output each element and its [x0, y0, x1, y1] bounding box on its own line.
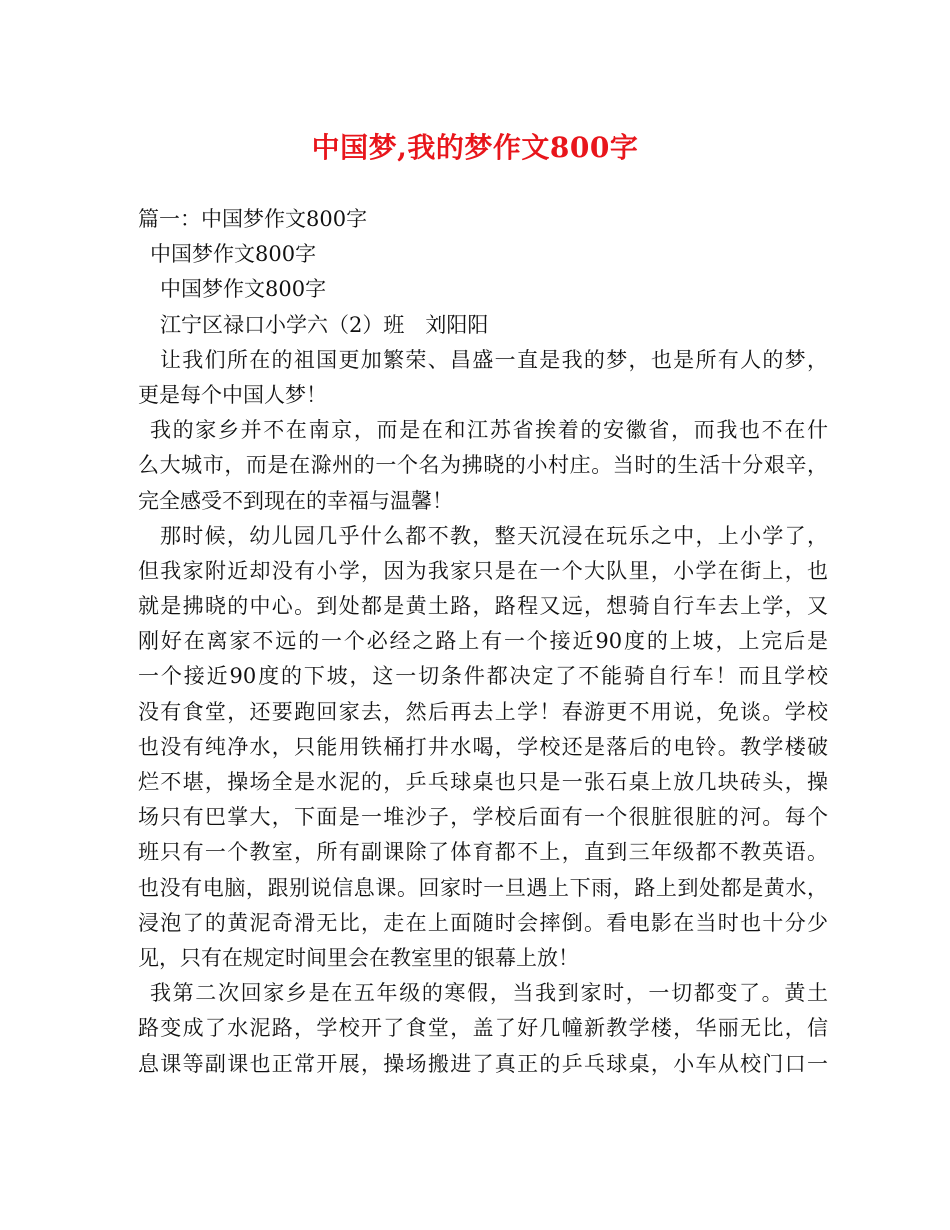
text-line: 江宁区禄口小学六（2）班 刘阳阳 [160, 312, 489, 337]
text-line: 篇一：中国梦作文800字 [138, 207, 368, 231]
text-line: 让我们所在的祖国更加繁荣、昌盛一直是我的梦，也是所有人的梦， [160, 347, 828, 372]
document-title: 中国梦,我的梦作文800字 [311, 131, 639, 164]
text-line: 烂不堪，操场全是水泥的，乒乓球桌也只是一张石桌上放几块砖头，操 [138, 770, 828, 794]
text-line: 路变成了水泥路，学校开了食堂，盖了好几幢新教学楼，华丽无比，信 [138, 1016, 828, 1041]
text-line: 我的家乡并不在南京，而是在和江苏省挨着的安徽省，而我也不在什 [150, 418, 828, 443]
text-line: 一个接近90度的下坡，这一切条件都决定了不能骑自行车！而且学校 [138, 664, 828, 689]
text-line: 没有食堂，还要跑回家去，然后再去上学！春游更不用说，免谈。学校 [138, 699, 828, 724]
text-line: 完全感受不到现在的幸福与温馨！ [138, 488, 453, 513]
text-line: 也没有电脑，跟别说信息课。回家时一旦遇上下雨，路上到处都是黄水， [138, 875, 828, 900]
text-line: 但我家附近却没有小学，因为我家只是在一个大队里，小学在街上，也 [138, 558, 828, 583]
text-line: 中国梦作文800字 [160, 277, 327, 302]
text-line: 刚好在离家不远的一个必经之路上有一个接近90度的上坡，上完后是 [138, 629, 828, 654]
document-body [138, 202, 828, 1082]
text-line: 息课等副课也正常开展，操场搬进了真正的乒乓球桌，小车从校门口一 [138, 1051, 828, 1076]
text-line: 我第二次回家乡是在五年级的寒假，当我到家时，一切都变了。黄土 [150, 981, 828, 1006]
text-line: 也没有纯净水，只能用铁桶打井水喝，学校还是落后的电铃。教学楼破 [138, 734, 828, 759]
text-line: 班只有一个教室，所有副课除了体育都不上，直到三年级都不教英语。 [138, 840, 828, 865]
text-line: 浸泡了的黄泥奇滑无比，走在上面随时会摔倒。看电影在当时也十分少 [138, 910, 828, 935]
text-line: 就是拂晓的中心。到处都是黄土路，路程又远，想骑自行车去上学，又 [138, 594, 828, 619]
text-line: 那时候，幼儿园几乎什么都不教，整天沉浸在玩乐之中，上小学了， [160, 523, 828, 548]
text-line: 场只有巴掌大，下面是一堆沙子，学校后面有一个很脏很脏的河。每个 [138, 805, 828, 830]
text-line: 见，只有在规定时间里会在教室里的银幕上放！ [138, 945, 579, 970]
text-line: 么大城市，而是在滁州的一个名为拂晓的小村庄。当时的生活十分艰辛， [138, 453, 828, 478]
text-line: 中国梦作文800字 [150, 242, 317, 267]
text-line: 更是每个中国人梦！ [138, 382, 327, 407]
